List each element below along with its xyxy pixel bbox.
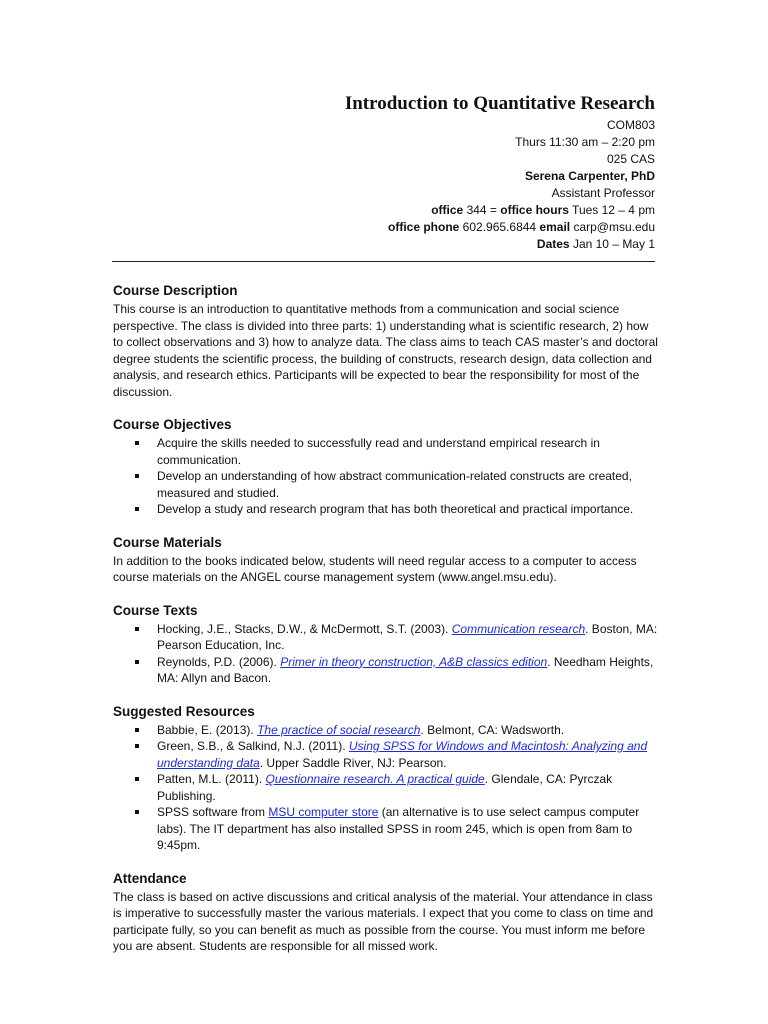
attendance-text: The class is based on active discussions and critical analysis of the material. Your attendance in class is imperative to successfully master the various materials. I expect that you come to class on time and participate fully, so you can benefit as much as possible from the course. You must inform me before you are absent. Students are responsible for all missed work. [113,889,654,953]
class-time: Thurs 11:30 am – 2:20 pm [515,135,655,149]
citation-text: (an alternative is to use select campus computer labs). The IT department has also installed SPSS in room 245, which is open from 8am to 9:45pm. [157,805,640,852]
objectives-list [113,435,658,518]
course-description-section [113,282,658,400]
resources-list [113,722,658,854]
office-line [112,202,655,219]
course-texts-section [113,602,658,687]
bullet-icon [135,441,139,445]
bullet-icon [135,728,139,732]
bullet-icon [135,507,139,511]
list-item [113,501,658,518]
list-item [113,738,658,771]
instructor-position: Assistant Professor [551,186,655,200]
attendance-heading: Attendance [113,870,187,886]
citation-text: Hocking, J.E., Stacks, D.W., & McDermott, S.T. (2003). [157,621,452,636]
course-materials-text: In addition to the books indicated below, students will need regular access to a computer to access course materials on the ANGEL course management system (www.angel.msu.edu). [113,553,637,584]
email-value: carp@msu.edu [570,220,655,234]
syllabus-header [112,92,655,253]
bullet-icon [135,810,139,814]
citation-text: . Boston, MA: Pearson Education, Inc. [157,621,658,652]
attendance-section [113,870,658,955]
citation-text: . Glendale, CA: Pyrczak Publishing. [157,772,613,803]
contact-line [112,219,655,236]
list-item [113,621,658,654]
dates-value: Jan 10 – May 1 [569,237,655,251]
store-link[interactable]: MSU computer store [268,805,379,819]
book-link[interactable]: Using SPSS for Windows and Macintosh: Analyzing and understanding data [157,739,648,770]
office-value: 344 = [463,203,501,217]
office-hours-value: Tues 12 – 4 pm [568,203,655,217]
phone-value: 602.965.6844 [459,220,540,234]
book-link[interactable]: The practice of social research [257,722,421,737]
office-hours-label: office hours [500,203,569,217]
dates-label: Dates [536,237,570,251]
objective-text: Acquire the skills needed to successfully read and understand empirical research in communication. [157,436,600,467]
suggested-resources-heading: Suggested Resources [113,703,255,719]
list-item [113,435,658,468]
citation-text: . Belmont, CA: Wadsworth. [420,722,565,737]
texts-list [113,621,658,687]
list-item [113,468,658,501]
bullet-icon [135,744,139,748]
bullet-icon [135,777,139,781]
list-item [113,722,658,739]
citation-text: Patten, M.L. (2011). [157,772,266,786]
course-objectives-section [113,416,658,518]
bullet-icon [135,660,139,664]
course-code: COM803 [606,118,655,132]
objective-text: Develop a study and research program that has both theoretical and practical importance. [157,502,634,516]
list-item [113,804,658,854]
citation-text: Reynolds, P.D. (2006). [157,654,281,669]
phone-label: office phone [388,220,460,234]
course-objectives-heading: Course Objectives [113,417,232,432]
book-link[interactable]: Primer in theory construction, A&B classics edition [280,654,548,669]
course-description-text: This course is an introduction to quantitative methods from a communication and social science perspective. The class is divided into three parts: 1) understanding what is scientific research, 2) how to collect observations and 3) how to analyze data. The class aims to teach CAS master’s and doctoral degree students the scientific process, the building of constructs, research design, data collection and analysis, and research ethics. Participants will be expected to bear the responsibility for most of the discussion. [113,302,658,399]
dates-line [112,236,655,253]
email-label: email [539,220,571,234]
list-item [113,654,658,687]
objective-text: Develop an understanding of how abstract communication-related constructs are created, measured and studied. [157,469,632,500]
citation-text: . Upper Saddle River, NJ: Pearson. [259,755,447,770]
list-item [113,771,658,804]
suggested-resources-section [113,703,658,854]
book-link[interactable]: Communication research [451,621,586,636]
citation-text: Green, S.B., & Salkind, N.J. (2011). [157,739,349,753]
citation-text: . Needham Heights, MA: Allyn and Bacon. [157,654,654,685]
book-link[interactable]: Questionnaire research. A practical guide [265,772,485,786]
header-divider [112,261,655,262]
citation-text: Babbie, E. (2013). [157,722,258,737]
course-materials-heading: Course Materials [113,534,222,550]
class-room: 025 CAS [606,152,655,166]
course-title: Introduction to Quantitative Research [344,93,655,114]
citation-text: SPSS software from [157,805,269,819]
instructor-name: Serena Carpenter, PhD [524,169,655,183]
office-label: office [431,203,464,217]
course-texts-heading: Course Texts [113,602,198,618]
bullet-icon [135,474,139,478]
course-materials-section [113,534,658,586]
syllabus-body [113,282,658,955]
bullet-icon [135,627,139,631]
course-description-heading: Course Description [113,283,238,298]
